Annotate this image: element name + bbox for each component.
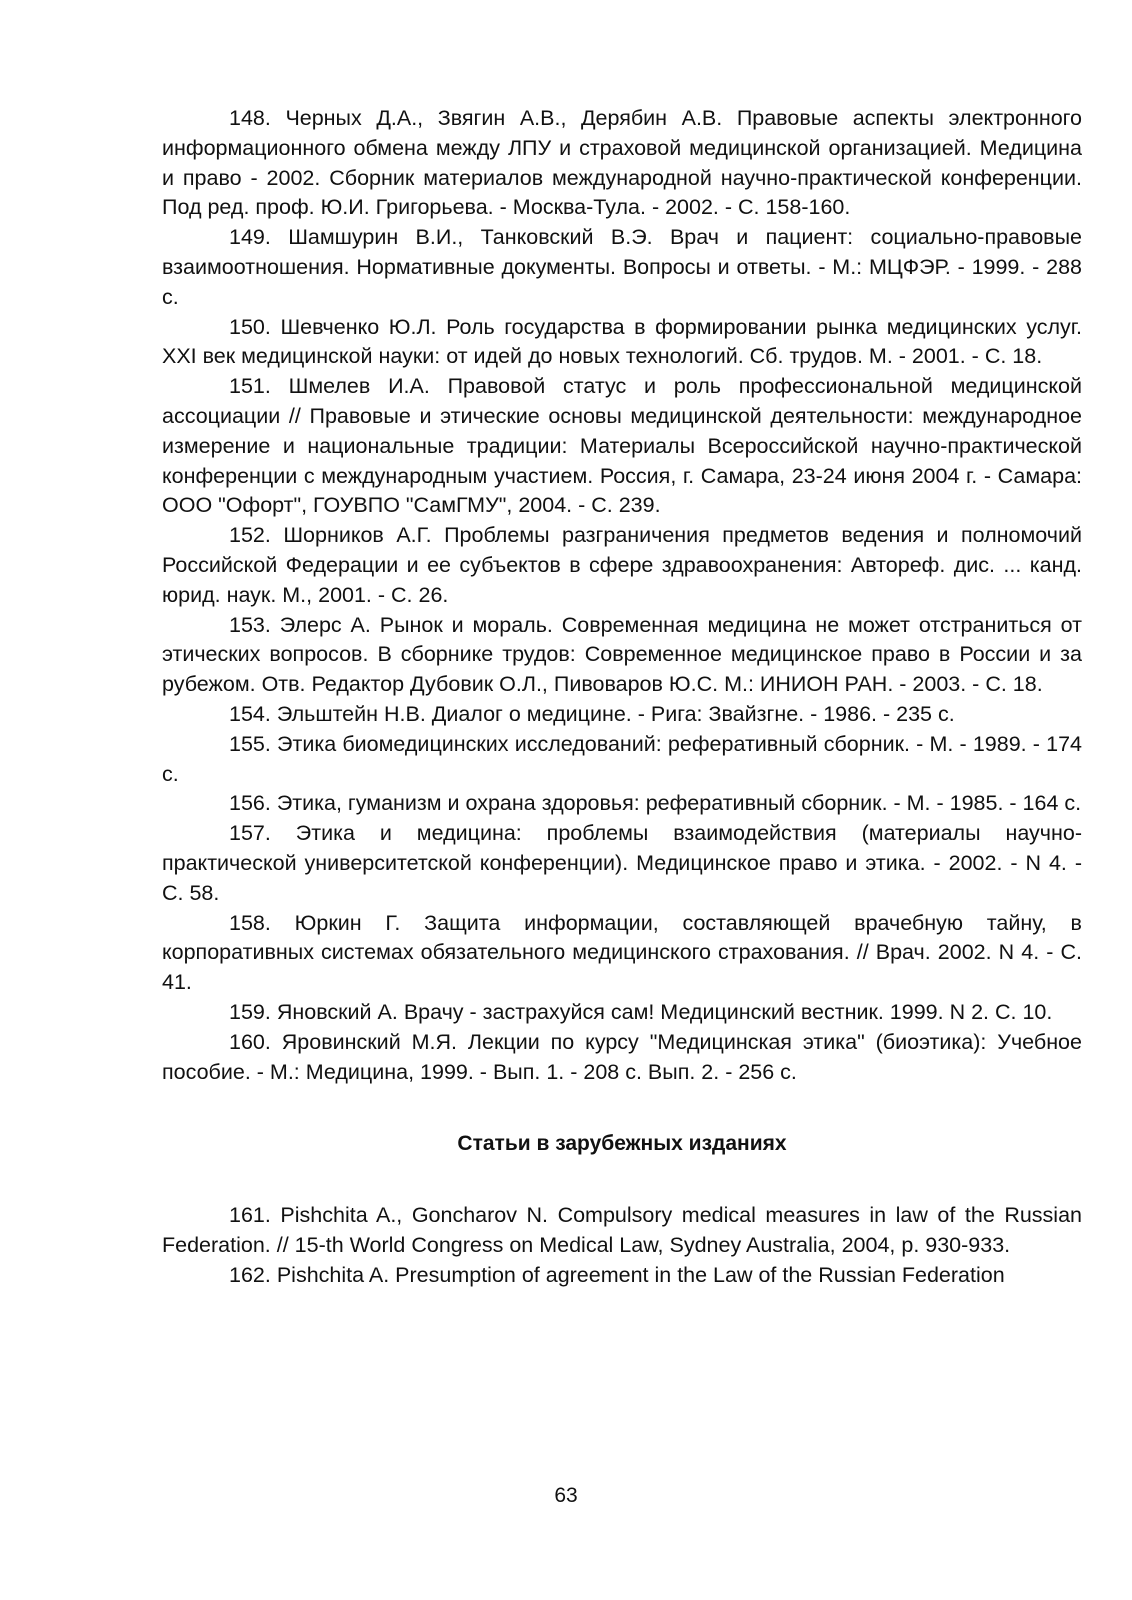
- reference-number: 152.: [229, 523, 271, 548]
- reference-item: [162, 313, 1082, 373]
- page-number: 63: [554, 1484, 578, 1507]
- reference-item: [162, 1261, 1082, 1291]
- reference-item: [162, 611, 1082, 700]
- reference-item: [162, 223, 1082, 312]
- reference-item: [162, 372, 1082, 521]
- reference-item: [162, 789, 1082, 819]
- reference-text: Шевченко Ю.Л. Роль государства в формировании рынка медицинских услуг. XXI век медицинской науки: от идей до новых технологий. Сб. трудов. М. - 2001. - С. 18.: [162, 314, 1082, 369]
- reference-number: 161.: [229, 1203, 271, 1228]
- reference-item: [162, 1028, 1082, 1088]
- reference-text: Шамшурин В.И., Танковский В.Э. Врач и пациент: социально-правовые взаимоотношения. Нормативные документы. Вопросы и ответы. - М.: МЦФЭР. - 1999. - 288 с.: [162, 225, 1082, 309]
- document-page: [162, 104, 1082, 1291]
- reference-number: 153.: [229, 612, 271, 637]
- reference-number: 148.: [229, 106, 271, 130]
- reference-text: Pishchita A. Presumption of agreement in the Law of the Russian Federation: [276, 1262, 1005, 1287]
- reference-number: 159.: [229, 999, 271, 1024]
- reference-list-foreign: [162, 1201, 1082, 1290]
- reference-item: [162, 1201, 1082, 1261]
- reference-text: Эльштейн Н.В. Диалог о медицине. - Рига: Звайзгне. - 1986. - 235 с.: [276, 701, 955, 726]
- reference-number: 162.: [229, 1262, 271, 1287]
- reference-list-russian: [162, 104, 1082, 1087]
- reference-text: Черных Д.А., Звягин А.В., Дерябин А.В. Правовые аспекты электронного информационного обмена между ЛПУ и страховой медицинской организацией. Медицина и право - 2002. Сборник материалов международной научно-практической конференции. Под ред. проф. Ю.И. Григорьева. - Москва-Тула. - 2002. - С. 158-160.: [162, 106, 1082, 220]
- reference-text: Этика и медицина: проблемы взаимодействия (материалы научно-практической университетской конференции). Медицинское право и этика. - 2002. - N 4. - С. 58.: [162, 821, 1082, 905]
- reference-number: 160.: [229, 1029, 271, 1054]
- reference-text: Юркин Г. Защита информации, составляющей врачебную тайну, в корпоративных системах обязательного медицинского страхования. // Врач. 2002. N 4. - С. 41.: [162, 910, 1082, 995]
- reference-text: Этика биомедицинских исследований: реферативный сборник. - М. - 1989. - 174 с.: [162, 731, 1082, 786]
- reference-number: 151.: [229, 374, 271, 399]
- reference-item: [162, 730, 1082, 790]
- reference-number: 158.: [229, 910, 271, 935]
- reference-item: [162, 104, 1082, 223]
- reference-number: 154.: [229, 701, 271, 726]
- reference-text: Pishchita A., Goncharov N. Compulsory medical measures in law of the Russian Federation. // 15-th World Congress on Medical Law, Sydney Australia, 2004, p. 930-933.: [162, 1203, 1082, 1258]
- reference-text: Яровинский М.Я. Лекции по курсу "Медицинская этика" (биоэтика): Учебное пособие. - М.: Медицина, 1999. - Вып. 1. - 208 с. Вып. 2. - 256 с.: [162, 1029, 1082, 1084]
- reference-number: 149.: [229, 225, 271, 250]
- reference-text: Шмелев И.А. Правовой статус и роль профессиональной медицинской ассоциации // Правовые и этические основы медицинской деятельности: международное измерение и национальные традиции: Материалы Всероссийской научно-практической конференции с международным участием. Россия, г. Самара, 23-24 июня 2004 г. - Самара: ООО "Офорт", ГОУВПО "СамГМУ", 2004. - С. 239.: [162, 374, 1082, 518]
- reference-item: [162, 909, 1082, 998]
- reference-text: Этика, гуманизм и охрана здоровья: реферативный сборник. - М. - 1985. - 164 с.: [276, 791, 1082, 816]
- reference-number: 155.: [229, 731, 271, 756]
- reference-number: 156.: [229, 791, 271, 816]
- reference-text: Шорников А.Г. Проблемы разграничения предметов ведения и полномочий Российской Федерации и ее субъектов в сфере здравоохранения: Автореф. дис. ... канд. юрид. наук. М., 2001. - С. 26.: [162, 523, 1082, 607]
- reference-item: [162, 819, 1082, 908]
- section-heading: Статьи в зарубежных изданиях: [457, 1132, 787, 1156]
- reference-item: [162, 700, 1082, 730]
- reference-number: 157.: [229, 821, 271, 846]
- reference-text: Элерс А. Рынок и мораль. Современная медицина не может отстраниться от этических вопросов. В сборнике трудов: Современное медицинское право в России и за рубежом. Отв. Редактор Дубовик О.Л., Пивоваров Ю.С. М.: ИНИОН РАН. - 2003. - С. 18.: [162, 612, 1082, 697]
- reference-item: [162, 521, 1082, 610]
- reference-number: 150.: [229, 314, 271, 339]
- reference-item: [162, 998, 1082, 1028]
- reference-text: Яновский А. Врачу - застрахуйся сам! Медицинский вестник. 1999. N 2. С. 10.: [276, 999, 1053, 1024]
